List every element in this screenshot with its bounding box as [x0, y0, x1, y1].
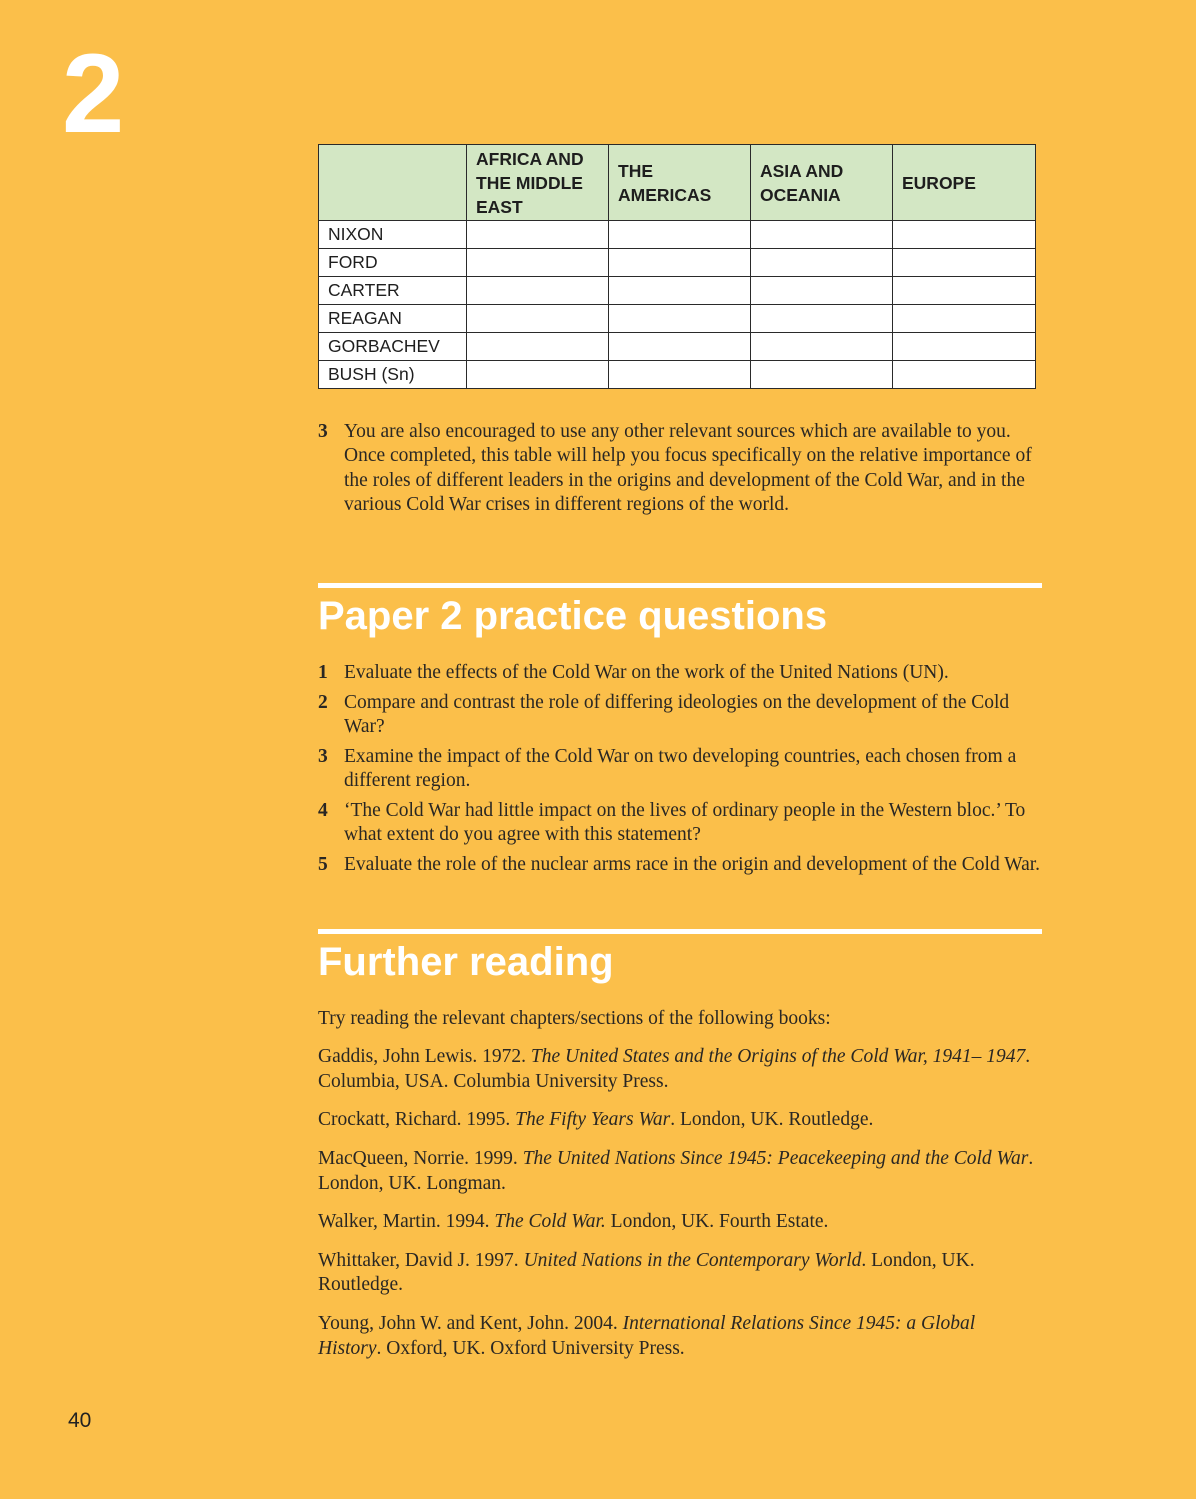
book-author-year: MacQueen, Norrie. 1999.	[318, 1148, 523, 1170]
book-entry	[318, 1312, 1042, 1361]
table-cell	[751, 305, 893, 333]
book-author-year: Whittaker, David J. 1997.	[318, 1250, 524, 1272]
table-header-cell: AFRICA AND THE MIDDLE EAST	[467, 145, 609, 221]
item-text: You are also encouraged to use any other relevant sources which are available to you. Once completed, this table will help you focus specifically on the relative importance of the roles of different leaders in the origins and development of the Cold War, and in the various Cold War crises in different regions of the world.	[344, 421, 1032, 515]
list-item	[318, 661, 1042, 685]
table-cell	[893, 305, 1036, 333]
table-row	[319, 333, 1036, 361]
item-text: ‘The Cold War had little impact on the lives of ordinary people in the Western bloc.’ To what extent do you agree with this statement?	[344, 800, 1026, 846]
reading-list	[318, 1007, 1042, 1361]
table-header-cell	[319, 145, 467, 221]
item-number: 3	[318, 421, 328, 442]
book-entry	[318, 1147, 1042, 1196]
page-number: 40	[68, 1409, 92, 1432]
item-text: Evaluate the role of the nuclear arms race in the origin and development of the Cold War.	[344, 854, 1041, 876]
list-item	[318, 691, 1042, 740]
table-cell	[609, 361, 751, 389]
table-cell	[609, 305, 751, 333]
item-number: 2	[318, 691, 328, 713]
book-publisher: . London, UK. Longman.	[318, 1148, 1034, 1194]
activity-step	[318, 420, 1042, 517]
table-row	[319, 361, 1036, 389]
item-number: 1	[318, 662, 328, 684]
list-item	[318, 745, 1042, 794]
book-entry	[318, 1045, 1042, 1094]
table-cell	[609, 221, 751, 249]
table-cell	[893, 333, 1036, 361]
list-item	[318, 853, 1042, 877]
table-header-cell: THE AMERICAS	[609, 145, 751, 221]
section-heading: Further reading	[318, 939, 614, 984]
book-entry	[318, 1108, 1042, 1132]
book-entry	[318, 1210, 1042, 1234]
table-cell	[467, 361, 609, 389]
item-text: Examine the impact of the Cold War on two developing countries, each chosen from a different region.	[344, 746, 1017, 792]
book-author-year: Gaddis, John Lewis. 1972.	[318, 1046, 531, 1068]
table-cell	[467, 305, 609, 333]
main-content	[318, 144, 1042, 1375]
book-title: United Nations in the Contemporary World	[523, 1250, 862, 1272]
table-cell	[751, 221, 893, 249]
leaders-regions-table	[318, 144, 1036, 389]
book-entry	[318, 1249, 1042, 1298]
book-title: International Relations Since 1945: a Global History	[318, 1313, 976, 1359]
table-row	[319, 277, 1036, 305]
book-author-year: Crockatt, Richard. 1995.	[318, 1109, 516, 1131]
item-number: 5	[318, 854, 328, 876]
book-publisher: . Columbia, USA. Columbia University Press.	[318, 1046, 1031, 1092]
table-cell	[893, 221, 1036, 249]
table-cell	[751, 277, 893, 305]
table-row	[319, 221, 1036, 249]
table-cell	[893, 361, 1036, 389]
section-divider	[318, 583, 1042, 588]
practice-question-list	[318, 661, 1042, 877]
book-author-year: Young, John W. and Kent, John. 2004.	[318, 1313, 623, 1335]
table-cell	[467, 249, 609, 277]
table-cell	[467, 221, 609, 249]
list-item	[318, 799, 1042, 848]
book-title: The Fifty Years War	[515, 1109, 671, 1131]
table-cell	[751, 361, 893, 389]
table-cell	[609, 249, 751, 277]
row-label: CARTER	[319, 277, 467, 305]
item-number: 4	[318, 800, 328, 822]
reading-intro: Try reading the relevant chapters/sections of the following books:	[318, 1007, 831, 1029]
practice-questions-section	[318, 583, 1042, 640]
table-cell	[751, 333, 893, 361]
chapter-number: 2	[62, 31, 125, 156]
row-label: FORD	[319, 249, 467, 277]
table-header-row	[319, 145, 1036, 221]
table-row	[319, 249, 1036, 277]
table-cell	[609, 333, 751, 361]
book-publisher: . London, UK. Routledge.	[318, 1250, 975, 1296]
row-label: BUSH (Sn)	[319, 361, 467, 389]
row-label: GORBACHEV	[319, 333, 467, 361]
further-reading-section	[318, 929, 1042, 986]
table-row	[319, 305, 1036, 333]
section-heading: Paper 2 practice questions	[318, 594, 828, 639]
table-cell	[609, 277, 751, 305]
book-title: The United States and the Origins of the Cold War, 1941– 1947	[530, 1046, 1026, 1068]
table-cell	[467, 333, 609, 361]
row-label: REAGAN	[319, 305, 467, 333]
book-title: The United Nations Since 1945: Peacekeeping and the Cold War	[522, 1148, 1029, 1170]
book-publisher: . Oxford, UK. Oxford University Press.	[376, 1337, 685, 1359]
table-header-cell: EUROPE	[893, 145, 1036, 221]
activity-step-list	[318, 420, 1042, 517]
section-divider	[318, 929, 1042, 934]
row-label: NIXON	[319, 221, 467, 249]
item-text: Evaluate the effects of the Cold War on the work of the United Nations (UN).	[344, 662, 949, 684]
table-header-cell: ASIA AND OCEANIA	[751, 145, 893, 221]
table-cell	[467, 277, 609, 305]
table-cell	[893, 277, 1036, 305]
table-cell	[893, 249, 1036, 277]
book-author-year: Walker, Martin. 1994.	[318, 1211, 495, 1233]
item-text: Compare and contrast the role of differing ideologies on the development of the Cold War?	[344, 691, 1010, 738]
table-cell	[751, 249, 893, 277]
book-publisher: London, UK. Fourth Estate.	[605, 1211, 829, 1233]
book-title: The Cold War.	[494, 1211, 606, 1233]
book-publisher: . London, UK. Routledge.	[670, 1109, 874, 1131]
item-number: 3	[318, 746, 328, 768]
